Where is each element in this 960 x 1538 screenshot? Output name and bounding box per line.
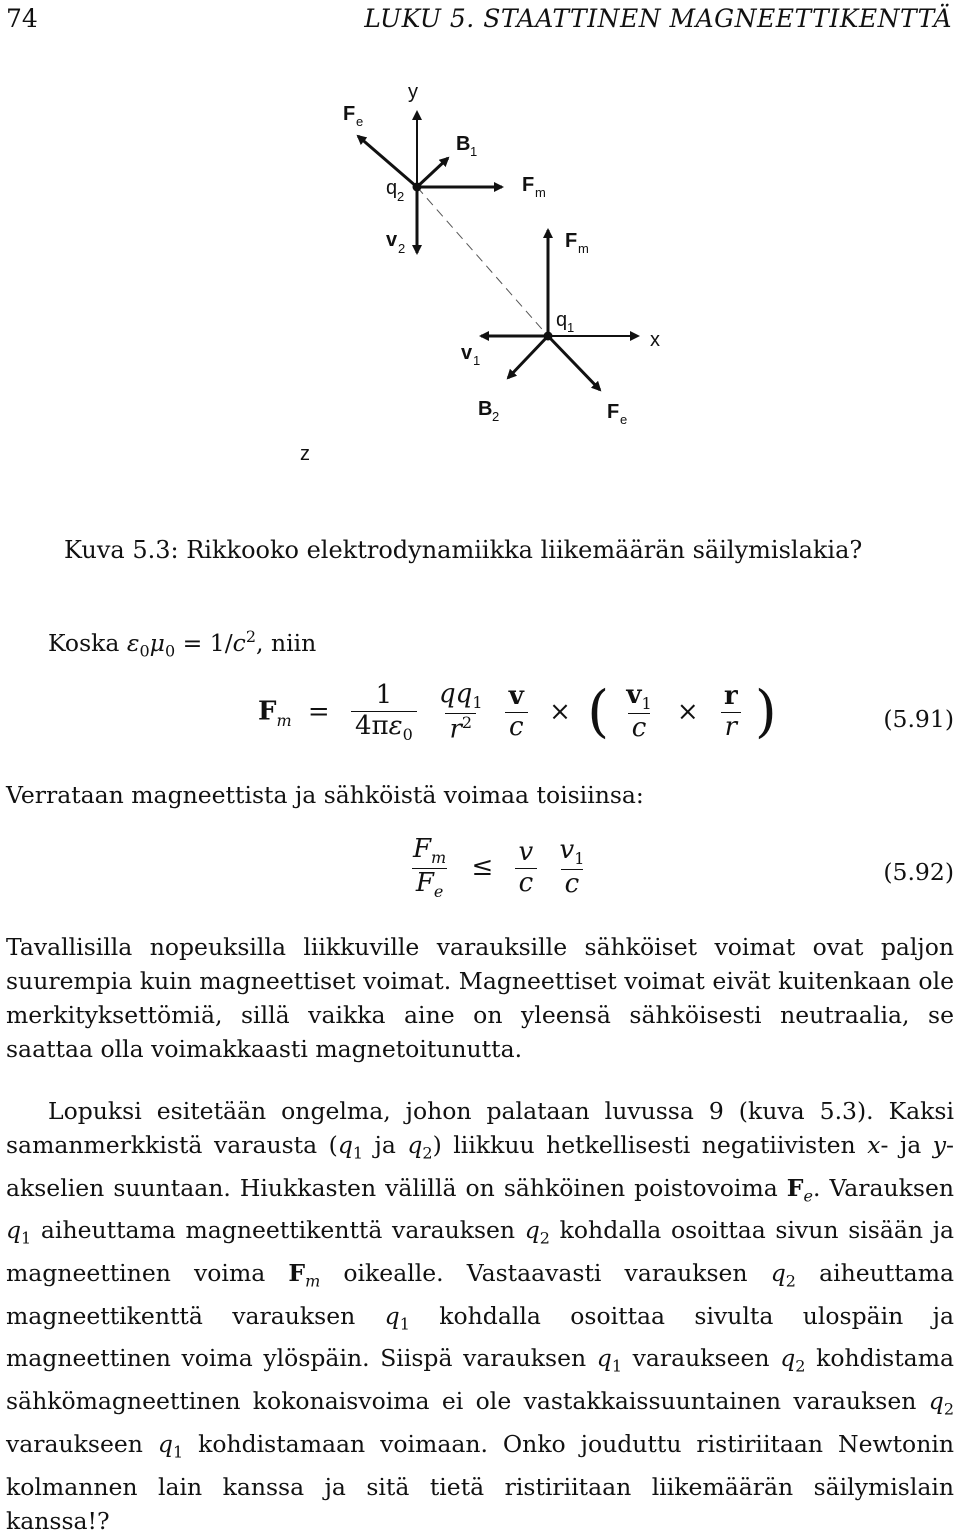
fm-right-sub: m — [578, 241, 589, 256]
y-axis-label: y — [408, 81, 418, 103]
equation-number-5-92: (5.92) — [883, 858, 954, 886]
paragraph-forces: Tavallisilla nopeuksilla liikkuville varauksille sähköiset voimat ovat paljon suurempia kuin magneettiset voimat. Magneettiset voimat eivät kuitenkaan ole merkityksettömiä, sillä vaikka aine on yleensä sähköisesti neutraalia, se saattaa olla voimakkaasti magnetoitunutta. — [6, 933, 954, 1063]
v2-label: v — [386, 229, 398, 251]
b2-sub: 2 — [492, 409, 500, 424]
chapter-title: LUKU 5. STAATTINEN MAGNEETTIKENTTÄ — [364, 4, 952, 33]
figure-caption: Kuva 5.3: Rikkooko elektrodynamiikka liikemäärän säilymislakia? — [64, 536, 863, 564]
page-number: 74 — [6, 4, 38, 33]
fe-top-sub: e — [356, 114, 364, 129]
equation-5-92: $\frac{F_m}{F_e}$ ≤ $\frac{v}{c}$ $\frac{v_1}{c}$ — [413, 834, 585, 901]
fm-top-sub: m — [535, 185, 546, 200]
b1-label: B — [456, 133, 471, 155]
q1-sub: 1 — [567, 320, 575, 335]
v1-label: v — [461, 342, 473, 364]
x-axis-label: x — [650, 329, 660, 351]
v2-sub: 2 — [398, 241, 406, 256]
fm-right-label: F — [565, 230, 578, 252]
b2-arrow — [508, 336, 548, 378]
fm-top-label: F — [522, 174, 535, 196]
charge-q2-dot — [413, 183, 422, 192]
z-axis-label: z — [300, 443, 310, 465]
running-header — [0, 4, 960, 40]
b2-label: B — [478, 398, 493, 420]
separation-dashed-line — [417, 187, 548, 336]
b1-arrow — [417, 158, 448, 187]
q1-label: q — [556, 309, 568, 331]
charge-force-diagram — [270, 70, 700, 470]
equation-5-91: $F_m$ = $\frac{1}{4\pi\varepsilon_0}$ $\frac{qq_1}{r^2}$ $\frac{v}{c}$ × ( $\frac{v_1}{c}$ × $\frac{r}{r}$ ) — [258, 679, 777, 745]
paragraph-problem: Lopuksi esitetään ongelma, johon palataan luvussa 9 (kuva 5.3). Kaksi samanmerkkistä varausta ($q_1$ ja $q_2$) liikkuu hetkellisesti negatiivisten x- ja y-akselien suuntaan. Hiukkasten välillä on sähköinen poistovoima $F_e$. Varauksen $q_1$ aiheuttama magneettikenttä varauksen $q_2$ kohdalla osoittaa sivun sisään ja magneettinen voima $F_m$ oikealle. Vastaavasti varauksen $q_2$ aiheuttama magneettikenttä varauksen $q_1$ kohdalla osoittaa sivulta ulospäin ja magneettinen voima ylöspäin. Siispä varauksen $q_1$ varaukseen $q_2$ kohdistama sähkömagneettinen kokonaisvoima ei ole vastakkaissuuntainen varauksen $q_2$ varaukseen $q_1$ kohdistamaan voimaan. Onko jouduttu ristiriitaan Newtonin kolmannen lain kanssa ja sitä tietä ristiriitaan liikemäärän säilymislain kanssa!? — [6, 1097, 955, 1535]
v1-sub: 1 — [473, 353, 481, 368]
fe-bottom-label: F — [607, 401, 620, 423]
intro-line: Koska $\varepsilon_0\mu_0 = 1/c^2$, niin — [48, 627, 317, 661]
q2-sub: 2 — [397, 189, 405, 204]
equation-number-5-91: (5.91) — [883, 705, 954, 733]
q2-label: q — [386, 177, 398, 199]
fe-top-label: F — [343, 103, 356, 125]
charge-q1-dot — [544, 332, 553, 341]
compare-paragraph: Verrataan magneettista ja sähköistä voimaa toisiinsa: — [6, 781, 644, 809]
fe-bottom-sub: e — [620, 412, 628, 427]
fe-bottom-arrow — [548, 336, 600, 390]
b1-sub: 1 — [470, 144, 478, 159]
